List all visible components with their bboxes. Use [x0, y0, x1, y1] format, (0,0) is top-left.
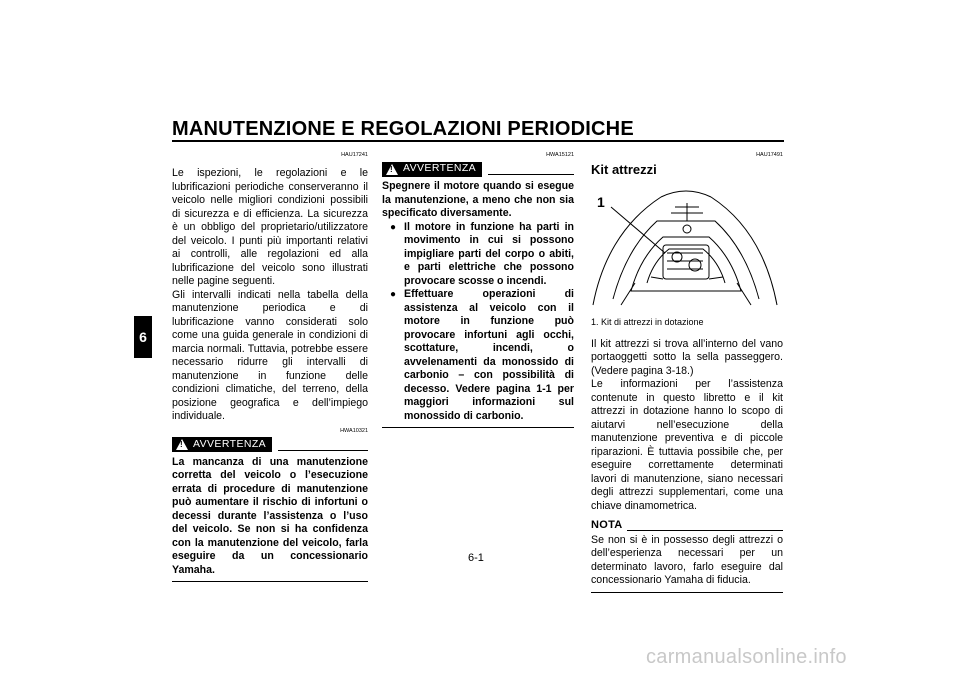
note-header — [591, 519, 783, 533]
list-item — [382, 221, 574, 289]
toolkit-figure — [591, 183, 779, 311]
warning-header — [172, 437, 368, 453]
note-rule — [627, 530, 783, 531]
warning-end-rule — [172, 581, 368, 582]
bullet-icon: ● — [390, 289, 397, 300]
warning-badge — [382, 162, 482, 177]
warning-triangle-icon: ! — [176, 439, 188, 450]
warning-badge — [172, 437, 272, 452]
column-2 — [382, 152, 574, 428]
warning-rule — [278, 450, 368, 451]
info-paragraph: Le informazioni per l’assistenza contenute in questo libretto e il kit attrezzi in dotazione hanno lo scopo di aiutarvi nell’esecuzione della manutenzione preventiva e di piccole riparazioni. È tuttavia possibile che, per eseguire correttamente determinati lavori di manutenzione, siano necessari degli attrezzi supplementari, come una chiave dinamometrica. — [591, 378, 783, 512]
column-3 — [591, 152, 783, 593]
chapter-tab: 6 — [134, 316, 152, 358]
column-1 — [172, 152, 368, 582]
note-label: NOTA — [591, 519, 623, 531]
header-rule — [172, 140, 784, 142]
section-code: HAU17241 — [341, 152, 368, 158]
intervals-paragraph: Gli intervalli indicati nella tabella della manutenzione periodica e di lubrificazione vanno considerati solo come una guida generale in condizioni di marcia normali. Tuttavia, potrebbe essere necessario ridurre gli intervalli di manutenzione in funzione delle condizioni climatiche, del terreno, della posizione geografica e dell’impiego individuale. — [172, 288, 368, 422]
section-title: Kit attrezzi — [591, 162, 657, 177]
warning-label: AVVERTENZA — [193, 437, 267, 450]
warning-rule — [488, 174, 574, 175]
warning-text: La mancanza di una manutenzione corretta del veicolo o l’esecuzione errata di procedure di manutenzione può aumentare il rischio di infortuni o decessi durante l’assistenza o l’uso del veicolo. Se non si ha confidenza con la manutenzione del veicolo, farla eseguire da un concessionario Yamaha. — [172, 455, 368, 576]
bullet-icon: ● — [390, 221, 397, 233]
bullet-text: Il motore in funzione ha parti in movimento in cui si possono impigliare parti del corpo o abiti, e parti elettriche che possono provocare scosse o incendi. — [404, 220, 574, 287]
bullet-text: Effettuare operazioni di assistenza al veicolo con il motore in funzione può provocare infortuni agli occhi, scottature, incendi, o avvelenamenti da monossido di carbonio – con possibilità di decesso. Vedere pagina 1-1 per maggiori informazioni sul monossido di carbonio. — [404, 288, 574, 422]
page-title: MANUTENZIONE E REGOLAZIONI PERIODICHE — [172, 118, 634, 140]
location-paragraph: Il kit attrezzi si trova all’interno del vano portaoggetti sotto la sella passeggero. (Vedere pagina 3-18.) — [591, 337, 783, 377]
warning-header — [382, 161, 574, 177]
warning-end-rule — [382, 427, 574, 428]
figure-caption: 1. Kit di attrezzi in dotazione — [591, 316, 704, 327]
figure-callout: 1 — [597, 193, 605, 210]
toolkit-illustration — [591, 183, 779, 311]
note-end-rule — [591, 592, 783, 593]
warning-label: AVVERTENZA — [403, 162, 477, 175]
note-text: Se non si è in possesso degli attrezzi o dell’esperienza necessari per un determinato lavoro, farlo eseguire dal concessionario Yamaha di fiducia. — [591, 533, 783, 586]
page-number: 6-1 — [468, 552, 484, 564]
warning-intro: Spegnere il motore quando si esegue la manutenzione, a meno che non sia specificato diversamente. — [382, 180, 574, 219]
warning-code: HWA10321 — [340, 427, 368, 434]
warning-triangle-icon: ! — [386, 164, 398, 175]
warning-code: HWA15121 — [546, 152, 574, 158]
intro-paragraph: Le ispezioni, le regolazioni e le lubrificazioni periodiche conserveranno il veicolo nelle migliori condizioni possibili di sicurezza e di efficienza. La sicurezza è un obbligo del proprietario/utilizzatore del veicolo. I punti più importanti relativi ai controlli, alle regolazioni ed alla lubrificazione del veicolo sono illustrati nelle pagine seguenti. — [172, 167, 368, 287]
list-item — [382, 288, 574, 423]
section-code: HAU17491 — [756, 152, 783, 158]
watermark: carmanualsonline.info — [646, 646, 847, 668]
